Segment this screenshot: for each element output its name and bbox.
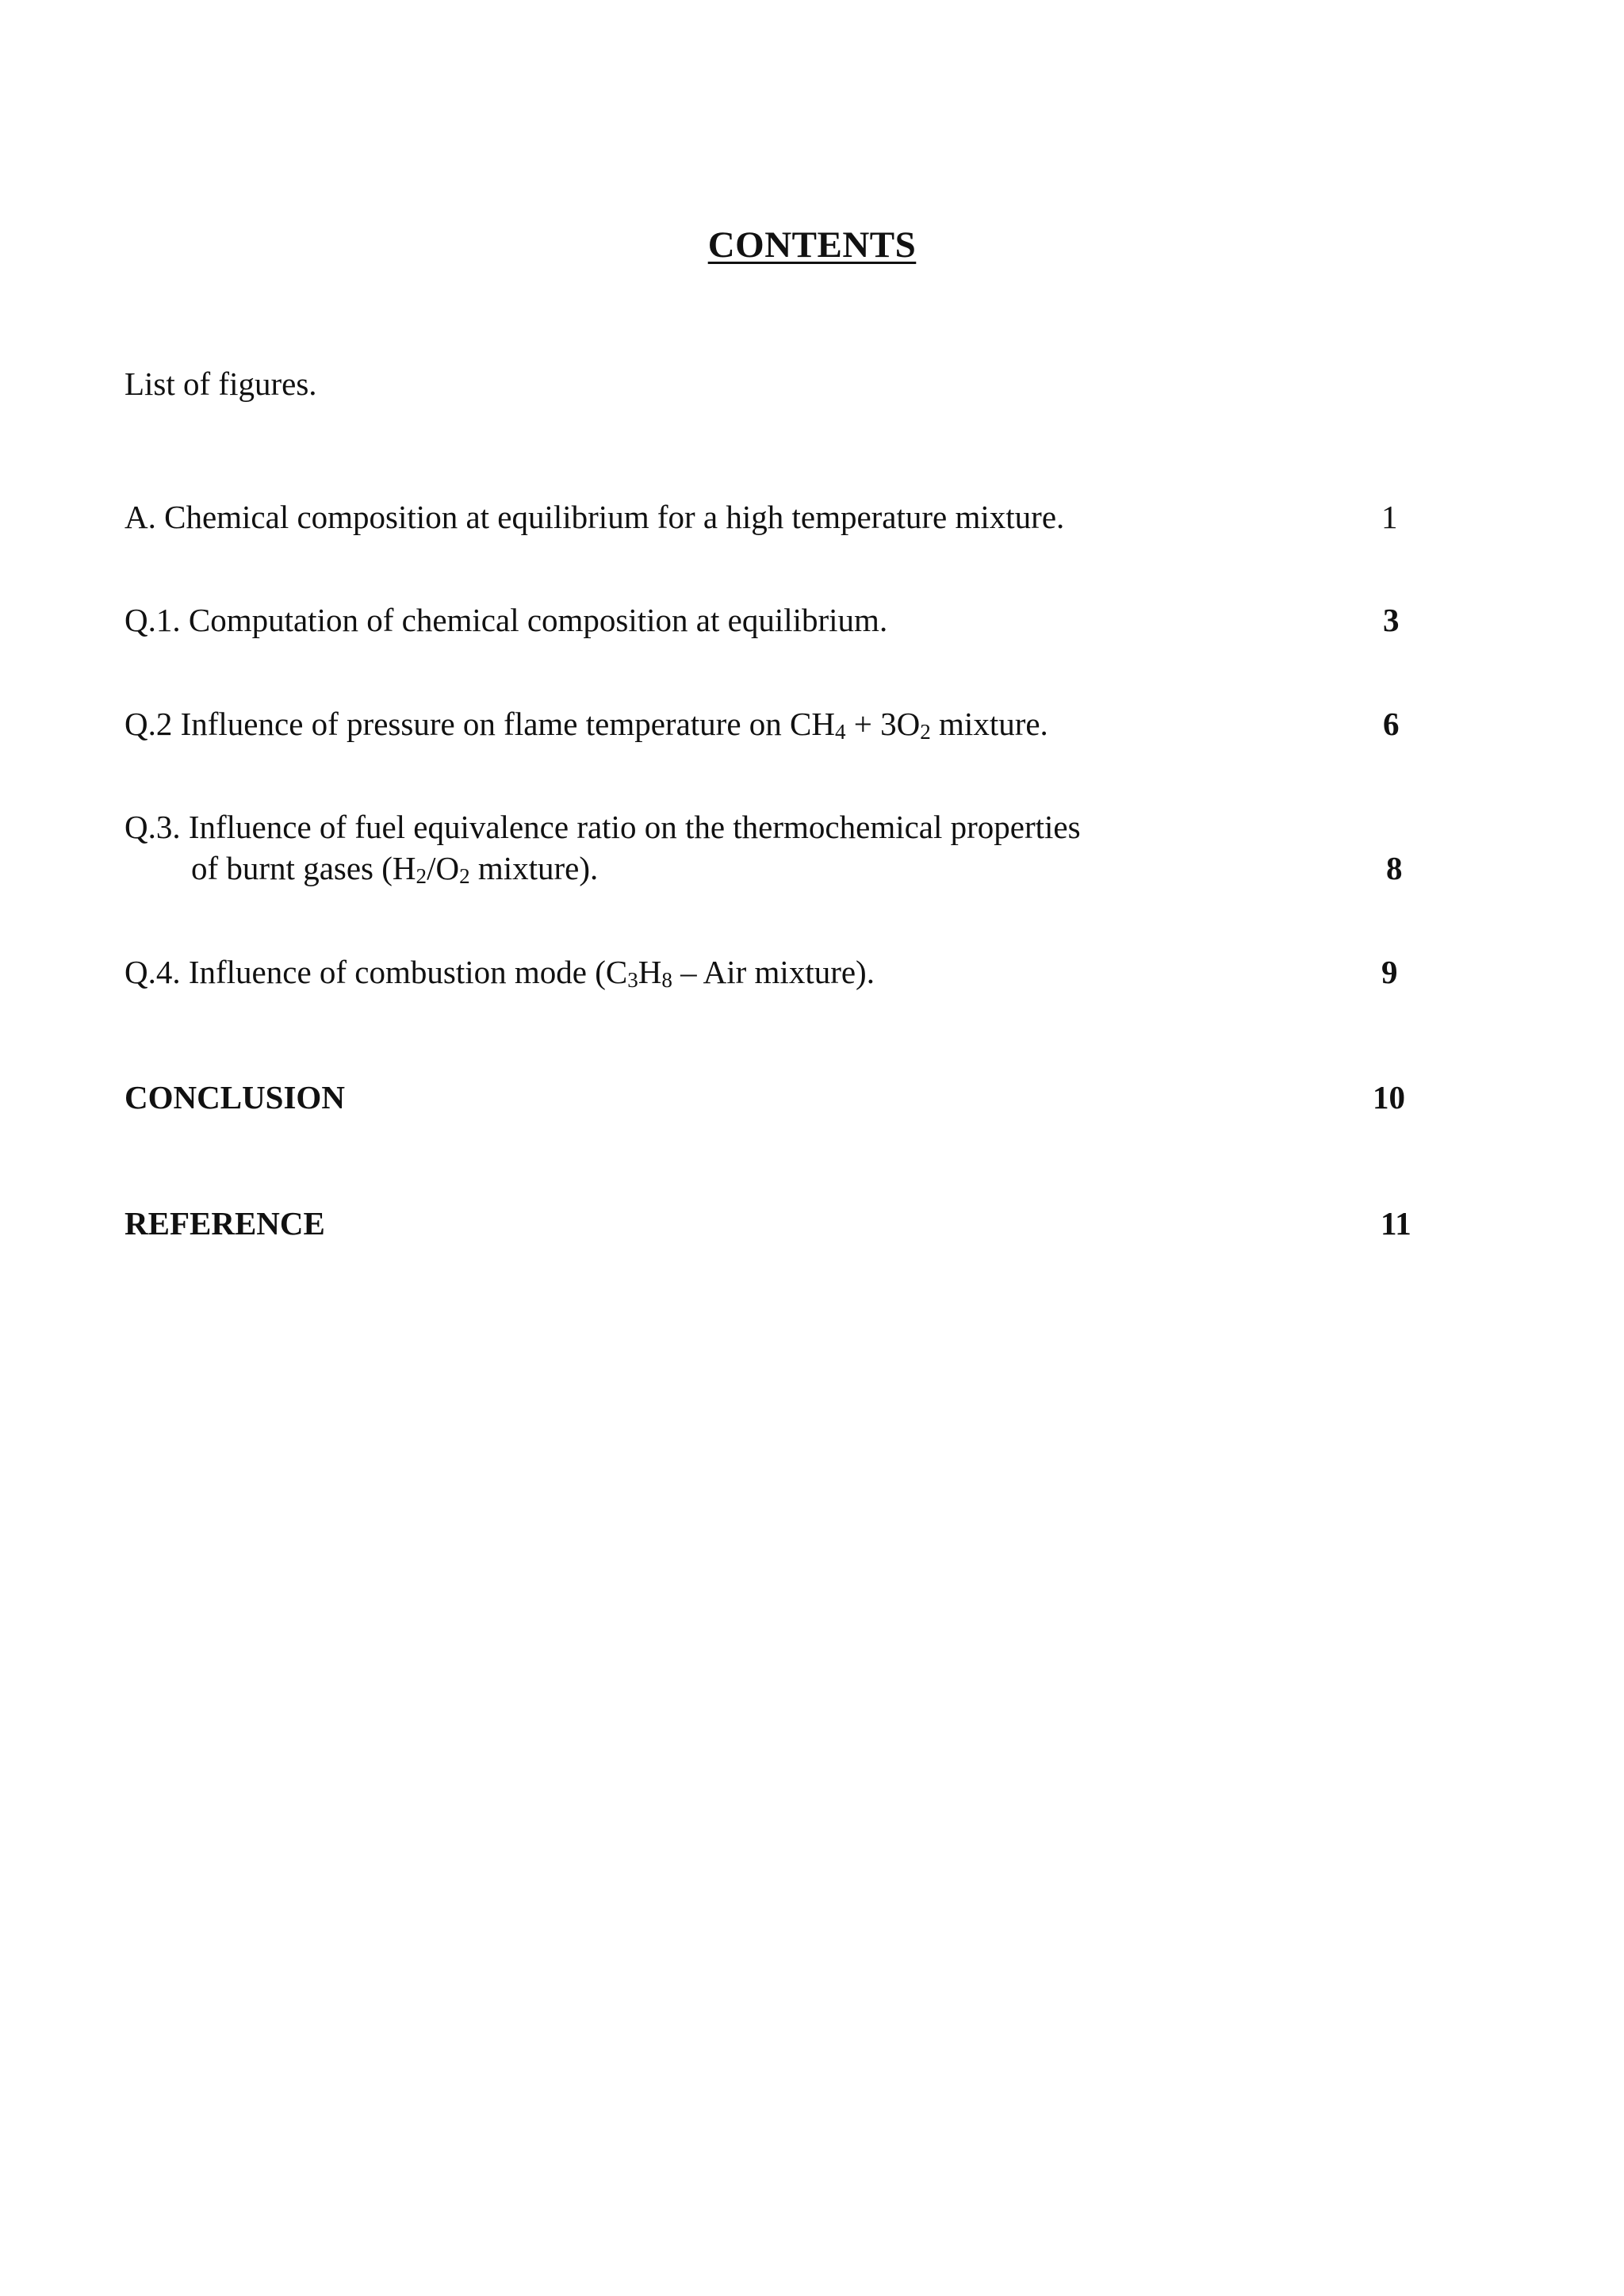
toc-entry-q3-line2-before: of burnt gases (H [191, 850, 416, 886]
toc-entry-q1-text: Q.1. Computation of chemical composition at equilibrium. [124, 602, 888, 638]
toc-entry-q4-text-after: – Air mixture). [672, 954, 875, 990]
toc-entry-q4 [124, 951, 875, 993]
toc-entry-q3-line2-after: mixture). [469, 850, 599, 886]
toc-entry-q2-subscript-2: 2 [920, 719, 931, 744]
toc-entry-a-page: 1 [1381, 499, 1398, 535]
toc-entry-q3-line2-middle: /O [427, 850, 460, 886]
toc-entry-q1-page: 3 [1383, 602, 1400, 638]
page-title: CONTENTS [707, 224, 917, 266]
toc-entry-q4-text-before: Q.4. Influence of combustion mode (C [124, 954, 628, 990]
toc-entry-q4-subscript-2: 8 [661, 967, 672, 992]
toc-entry-q3-line2 [124, 848, 1081, 889]
toc-entry-q2-text-before: Q.2 Influence of pressure on flame temperature on CH [124, 706, 835, 742]
toc-entry-q3-subscript-2: 2 [459, 863, 470, 888]
toc-entry-q4-subscript-1: 3 [627, 967, 638, 992]
toc-entry-q2-text-after: mixture. [930, 706, 1048, 742]
toc-entry-q3-line1: Q.3. Influence of fuel equivalence ratio on the thermochemical properties [124, 809, 1081, 845]
toc-entry-q3-page: 8 [1386, 850, 1403, 886]
list-of-figures-heading: List of figures. [124, 365, 317, 402]
toc-entry-conclusion: CONCLUSION [124, 1079, 345, 1115]
toc-entry-q4-page: 9 [1381, 954, 1398, 990]
toc-entry-reference: REFERENCE [124, 1205, 325, 1242]
toc-entry-q3-subscript-1: 2 [416, 863, 427, 888]
toc-entry-conclusion-page: 10 [1373, 1079, 1405, 1115]
toc-entry-q2 [124, 703, 1048, 744]
toc-entry-q2-page: 6 [1383, 706, 1400, 742]
toc-entry-reference-page: 11 [1381, 1205, 1411, 1242]
toc-entry-q2-subscript-1: 4 [834, 719, 846, 744]
toc-entry-q2-text-middle: + 3O [845, 706, 921, 742]
toc-entry-q1 [124, 599, 887, 641]
toc-entry-q4-text-middle: H [638, 954, 662, 990]
toc-entry-a [124, 496, 1064, 538]
toc-entry-a-text: A. Chemical composition at equilibrium for a high temperature mixture. [124, 499, 1065, 535]
toc-entry-q3 [124, 806, 1081, 889]
